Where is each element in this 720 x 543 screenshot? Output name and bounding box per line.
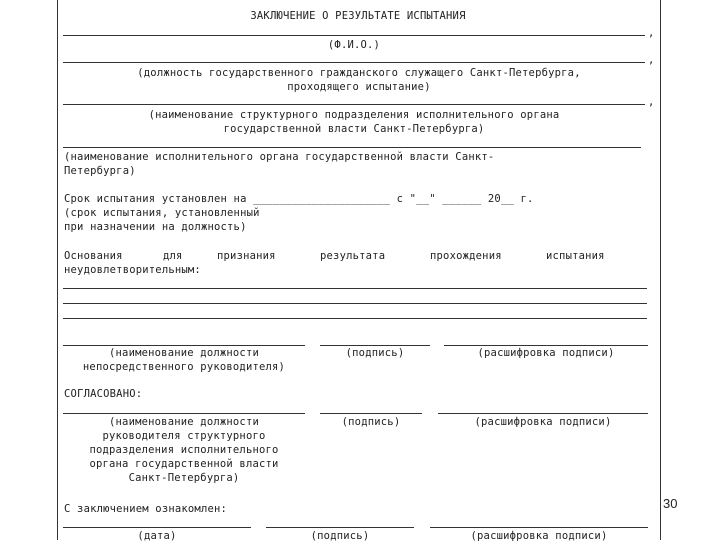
agreed-label: СОГЛАСОВАНО: <box>64 388 143 400</box>
head-position-line <box>63 413 305 414</box>
subdivision-line <box>63 104 645 105</box>
acquainted-label: С заключением ознакомлен: <box>64 503 228 515</box>
head-caption-5: Санкт-Петербурга) <box>128 472 240 484</box>
subdivision-comma: , <box>648 96 655 108</box>
organ-caption: (наименование исполнительного органа государственной власти Санкт- <box>64 151 495 163</box>
fio-comma: , <box>648 27 655 39</box>
acq-signature-caption: (подпись) <box>310 530 370 542</box>
head-caption-2: руководителя структурного <box>102 430 266 442</box>
grounds-word-6: испытания <box>546 250 605 262</box>
term-line: Срок испытания установлен на _____________________ с "__" ______ 20__ г. <box>64 193 534 205</box>
organ-caption-2: Петербурга) <box>64 165 136 177</box>
manager-signature-caption: (подпись) <box>345 347 405 359</box>
date-line <box>63 527 251 528</box>
position-caption: (должность государственного гражданского служащего Санкт-Петербурга, <box>137 67 581 79</box>
manager-decoding-caption: (расшифровка подписи) <box>477 347 615 359</box>
head-caption: (наименование должности <box>109 416 259 428</box>
grounds-word-4: результата <box>320 250 386 262</box>
document-title: ЗАКЛЮЧЕНИЕ О РЕЗУЛЬТАТЕ ИСПЫТАНИЯ <box>250 10 466 22</box>
term-note-2: при назначении на должность) <box>64 221 247 233</box>
head-caption-3: подразделения исполнительного <box>89 444 279 456</box>
date-caption: (дата) <box>137 530 177 542</box>
manager-decoding-line <box>444 345 648 346</box>
grounds-line-3 <box>63 318 647 319</box>
grounds-line-2 <box>63 303 647 304</box>
head-decoding-caption: (расшифровка подписи) <box>474 416 612 428</box>
manager-caption-2: непосредственного руководителя) <box>82 361 286 373</box>
grounds-word-5: прохождения <box>430 250 502 262</box>
head-signature-caption: (подпись) <box>341 416 401 428</box>
grounds-word-3: признания <box>217 250 276 262</box>
acq-decoding-line <box>430 527 648 528</box>
head-signature-line <box>320 413 422 414</box>
fio-caption: (Ф.И.О.) <box>327 39 381 51</box>
manager-caption: (наименование должности <box>109 347 259 359</box>
page-number: 30 <box>663 496 678 511</box>
acq-decoding-caption: (расшифровка подписи) <box>470 530 608 542</box>
manager-signature-line <box>320 345 430 346</box>
grounds-line-1 <box>63 288 647 289</box>
acq-signature-line <box>266 527 414 528</box>
head-caption-4: органа государственной власти <box>89 458 279 470</box>
subdivision-caption-2: государственной власти Санкт-Петербурга) <box>223 123 485 135</box>
grounds-word-2: для <box>163 250 183 262</box>
position-line <box>63 62 645 63</box>
grounds-word-1: Основания <box>64 250 123 262</box>
subdivision-caption: (наименование структурного подразделения исполнительного органа <box>148 109 560 121</box>
head-decoding-line <box>438 413 648 414</box>
grounds-word-7: неудовлетворительным: <box>64 264 201 276</box>
position-caption-2: проходящего испытание) <box>287 81 431 93</box>
fio-line <box>63 35 645 36</box>
organ-line <box>63 147 641 148</box>
manager-position-line <box>63 345 305 346</box>
term-note: (срок испытания, установленный <box>64 207 260 219</box>
position-comma: , <box>648 54 655 66</box>
